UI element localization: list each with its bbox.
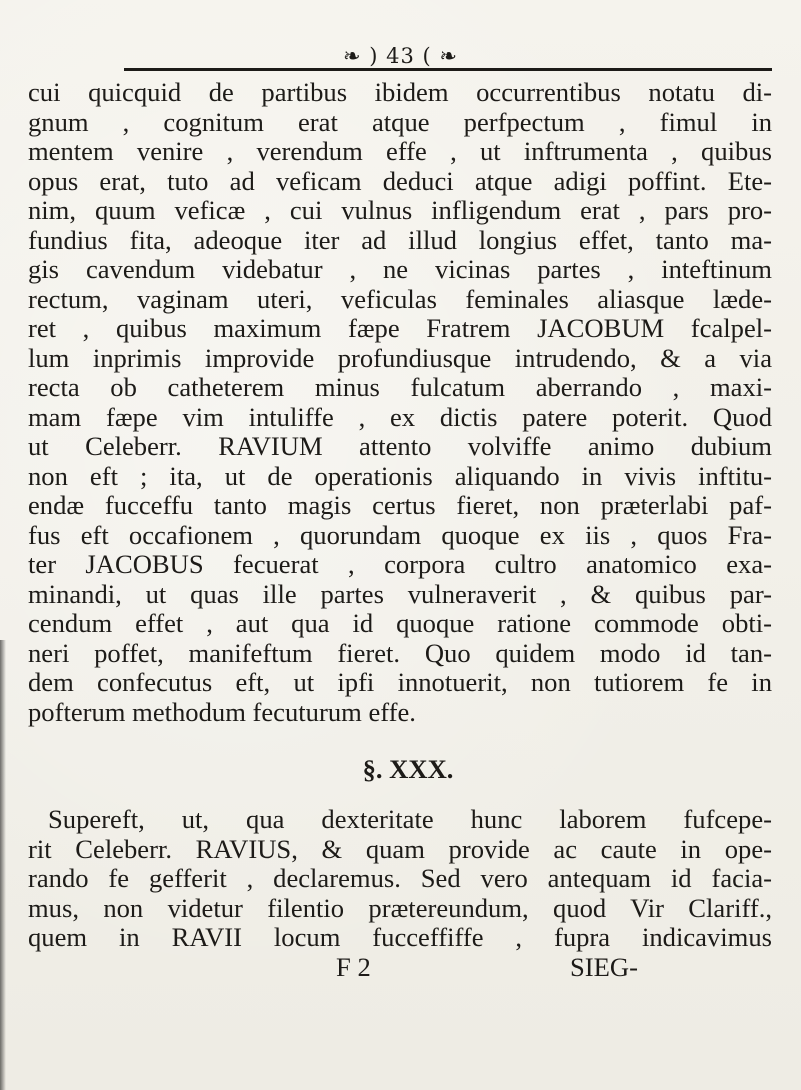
text-line: quem in RAVII locum fucceffiffe , fupra indicavimus <box>28 922 772 952</box>
text-line: mus, non videtur filentio prætereundum, quod Vir Clariff., <box>28 892 772 923</box>
text-line: non eft ; ita, ut de operationis aliquando in vivis inftitu- <box>28 460 772 491</box>
running-header-page-number: ❧ ) 43 ( ❧ <box>343 44 458 68</box>
text-line: ut Celeberr. RAVIUM attento volviffe animo dubium <box>28 431 772 461</box>
text-line: pofterum methodum fecuturum effe. <box>28 696 416 727</box>
header-rule <box>124 68 772 71</box>
text-line: rando fe gefferit , declaremus. Sed vero antequam id facia- <box>28 863 772 893</box>
section-heading: §. XXX. <box>362 754 454 784</box>
text-line: nim, quum veficæ , cui vulnus infligendum erat , pars pro- <box>28 195 772 225</box>
text-line: Supereft, ut, qua dexteritate hunc laborem fufcepe- <box>48 804 772 834</box>
text-line: recta ob catheterem minus fulcatum aberrando , maxi- <box>28 372 772 402</box>
catchword: SIEG- <box>570 951 638 982</box>
text-line: ret , quibus maximum fæpe Fratrem JACOBUM fcalpel- <box>28 313 772 343</box>
paragraph <box>28 805 772 953</box>
text-line: opus erat, tuto ad veficam deduci atque adigi poffint. Ete- <box>28 165 772 196</box>
text-line: fus eft occafionem , quorundam quoque ex iis , quos Fra- <box>28 519 772 550</box>
text-line: neri poffet, manifeftum fieret. Quo quidem modo id tan- <box>28 637 772 668</box>
page-edge-shadow <box>0 640 6 1090</box>
text-line: cui quicquid de partibus ibidem occurrentibus notatu di- <box>28 77 772 107</box>
text-line: rit Celeberr. RAVIUS, & quam provide ac caute in ope- <box>28 833 772 864</box>
text-line: fundius fita, adeoque iter ad illud longius effet, tanto ma- <box>28 224 772 255</box>
signature-line <box>28 953 772 983</box>
text-line: dem confecutus eft, ut ipfi innotuerit, non tutiorem fe in <box>28 667 772 697</box>
text-line: minandi, ut quas ille partes vulneraverit , & quibus par- <box>28 578 772 609</box>
text-line: rectum, vaginam uteri, veficulas feminales aliasque læde- <box>28 283 772 314</box>
signature-mark: F 2 <box>336 951 371 982</box>
text-line: lum inprimis improvide profundiusque intrudendo, & a via <box>28 342 772 373</box>
text-line: gis cavendum videbatur , ne vicinas partes , inteftinum <box>28 254 772 284</box>
text-line: gnum , cognitum erat atque perfpectum , fimul in <box>28 106 772 137</box>
text-line: ter JACOBUS fecuerat , corpora cultro anatomico exa- <box>28 549 772 579</box>
text-line: mentem venire , verendum effe , ut inftrumenta , quibus <box>28 136 772 166</box>
text-line: cendum effet , aut qua id quoque ratione commode obti- <box>28 608 772 638</box>
text-line: endæ fucceffu tanto magis certus fieret, non præterlabi paf- <box>28 490 772 520</box>
text-line: mam fæpe vim intuliffe , ex dictis patere poterit. Quod <box>28 401 772 432</box>
paragraph <box>28 78 772 727</box>
body-text <box>28 78 772 982</box>
